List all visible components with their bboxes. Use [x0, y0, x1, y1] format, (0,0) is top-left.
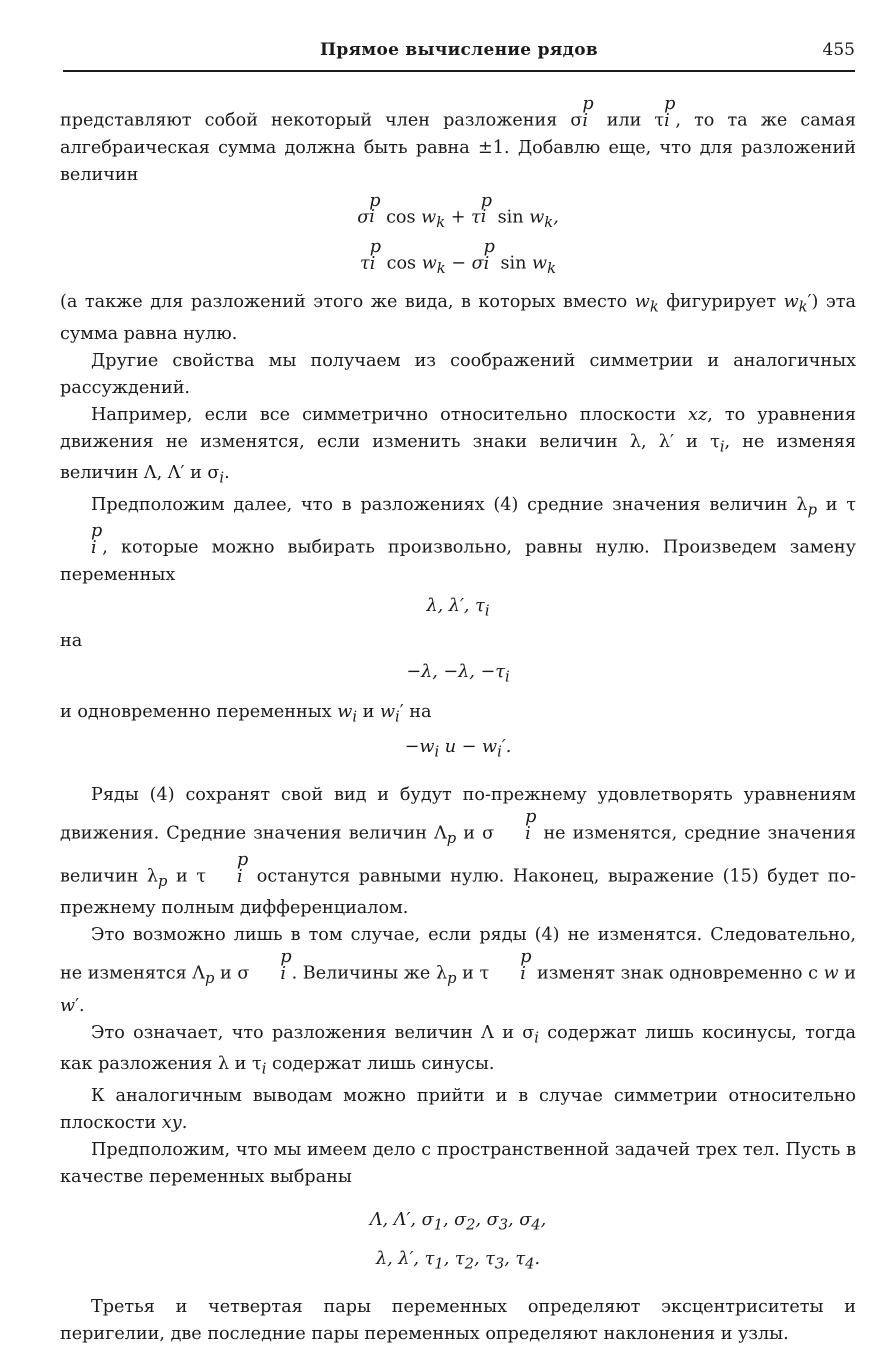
page-number: 455 — [822, 40, 855, 60]
paragraph-12: Третья и четвертая пары переменных определяют эксцентриситеты и перигелии, две последние пары переменных определяют наклонения и узлы. — [60, 1296, 856, 1344]
equation-1-line-1: σ p i $\cos w_k + \tau$ p i $\sin w_k$, — [357, 190, 559, 231]
paragraph-1: представляют собой некоторый член разложения σ p i или τ p i , то та же самая алгебраическая сумма должна быть равна ±1. Добавлю еще, что для разложений величин — [60, 94, 856, 185]
paragraph-3: Другие свойства мы получаем из соображений симметрии и аналогичных рассуждений. — [60, 350, 856, 398]
paragraph-5: Предположим далее, что в разложениях (4) средние значения величин $\lambda_p$ и τ p i , которые можно выбирать произвольно, равны нулю. Произведем замену переменных — [60, 494, 856, 585]
equation-4: $-w_i$ $и - w_i'$. — [404, 737, 512, 761]
paragraph-10: К аналогичным выводам можно прийти и в случае симметрии относительно плоскости xy. — [60, 1085, 856, 1133]
page-body — [60, 96, 856, 1348]
equation-3: −λ, −λ, $-\tau_i$ — [406, 662, 510, 686]
paragraph-2: (а также для разложений этого же вида, в которых вместо $w_k$ фигурирует $w_k'$) эта сумма равна нулю. — [60, 292, 857, 344]
paragraph-6: и одновременно переменных $w_i$ и $w_i'$ на — [60, 701, 432, 726]
paragraph-7: Ряды (4) сохранят свой вид и будут по-прежнему удовлетворять уравнениям движения. Средние значения величин $\Lambda_p$ и σ p i не изменятся, средние значения величин $\lambda_p$ и τ p i останутся равными нулю. Наконец, выражение (15) будет по-прежнему полным дифференциалом. — [60, 784, 856, 919]
equation-5-line-1: Λ, Λ′, $\sigma_1$, $\sigma_2$, $\sigma_3$, $\sigma_4$, — [369, 1209, 547, 1234]
equation-2: λ, λ′, $\tau_i$ — [426, 595, 490, 620]
paragraph-4: Например, если все симметрично относительно плоскости xz, то уравнения движения не изменятся, если изменить знаки величин λ, λ′ и $\tau_i$, не изменяя величин Λ, Λ′ и $\sigma_i$. — [60, 404, 856, 487]
word-na: на — [60, 631, 83, 652]
equation-5-line-2: λ, λ′, $\tau_1$, $\tau_2$, $\tau_3$, $\tau_4$. — [375, 1249, 541, 1273]
page-header — [63, 38, 855, 72]
equation-1-line-2: τ p i $\cos w_k - \sigma$ p i $\sin w_k$ — [360, 236, 556, 278]
paragraph-11: Предположим, что мы имеем дело с пространственной задачей трех тел. Пусть в качестве переменных выбраны — [60, 1139, 856, 1187]
paragraph-8: Это возможно лишь в том случае, если ряды (4) не изменятся. Следовательно, не изменятся $\Lambda_p$ и σ p i . Величины же $\lambda_p$ и τ p i изменят знак одновременно с w и w′. — [60, 925, 856, 1016]
paragraph-9: Это означает, что разложения величин Λ и $\sigma_i$ содержат лишь косинусы, тогда как разложения λ и $\tau_i$ содержат лишь синусы. — [60, 1022, 856, 1078]
running-title: Прямое вычисление рядов — [319, 40, 598, 60]
